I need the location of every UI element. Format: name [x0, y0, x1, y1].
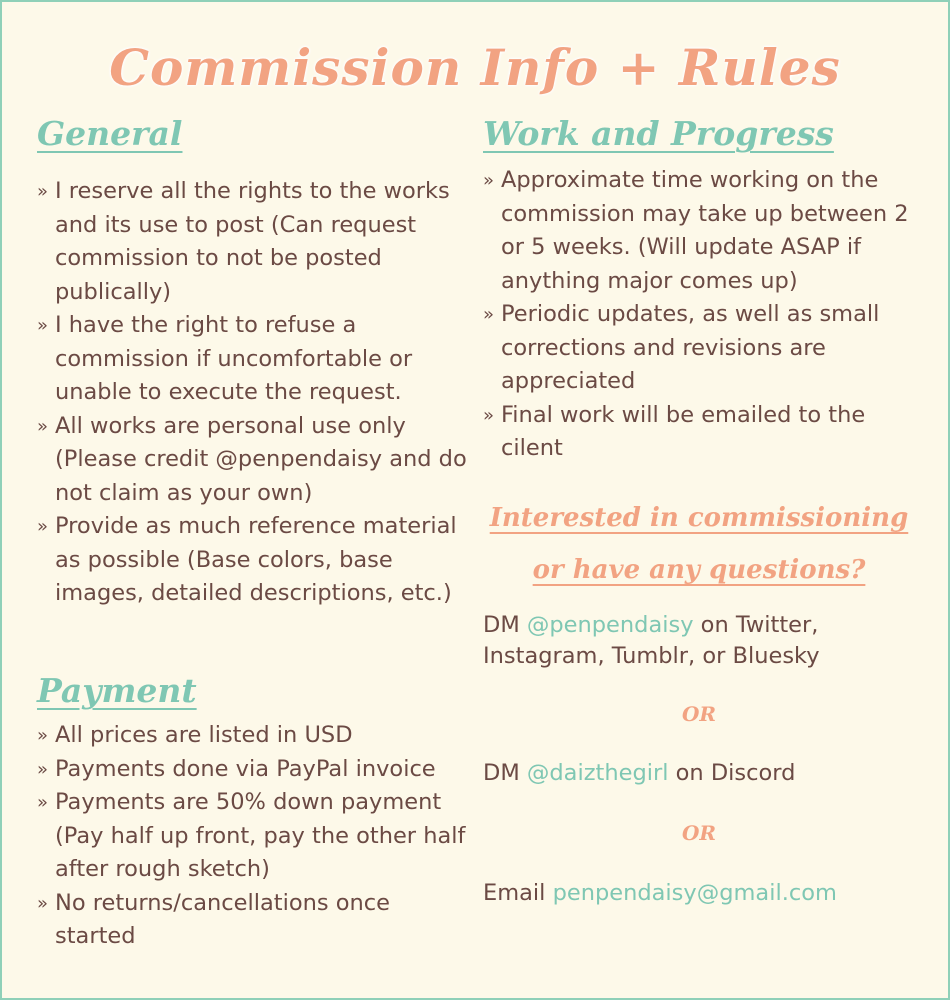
discord-handle-link[interactable]: @daizthegirl — [526, 760, 669, 786]
list-item: » Payments are 50% down payment (Pay half up front, pay the other half after rough sketch) — [37, 786, 467, 887]
bullet-icon: » — [37, 415, 49, 437]
section-heading-payment: Payment — [37, 671, 197, 710]
bullet-icon: » — [37, 181, 49, 202]
bullet-icon: » — [483, 170, 495, 191]
list-item: » Provide as much reference material as possible (Base colors, base images, detailed descriptions, etc.) — [37, 510, 467, 611]
twitter-handle-link[interactable]: @penpendaisy — [526, 612, 694, 638]
bullet-icon: » — [37, 892, 49, 914]
bullet-icon: » — [37, 792, 49, 813]
list-item: » Payments done via PayPal invoice — [37, 753, 467, 787]
bullet-icon: » — [483, 304, 495, 325]
list-item: » No returns/cancellations once started — [37, 887, 467, 954]
list-item: » Periodic updates, as well as small corrections and revisions are appreciated — [483, 298, 923, 399]
or-divider: OR — [681, 821, 717, 845]
bullet-icon: » — [37, 725, 49, 746]
section-heading-work: Work and Progress — [483, 114, 834, 153]
bullet-icon: » — [37, 516, 49, 537]
list-item: » Final work will be emailed to the cilent — [483, 399, 923, 466]
list-item: » I reserve all the rights to the works and its use to post (Can request commission to not be posted publically) — [37, 175, 467, 309]
bullet-icon: » — [37, 315, 49, 336]
bullet-icon: » — [37, 758, 49, 780]
work-list — [483, 164, 923, 466]
interested-heading-line1: Interested in commissioning — [489, 503, 909, 533]
interested-heading-line2: or have any questions? — [532, 555, 866, 585]
list-item: » Approximate time working on the commission may take up between 2 or 5 weeks. (Will update ASAP if anything major comes up) — [483, 164, 923, 298]
general-list — [37, 175, 467, 611]
page-title: Commission Info + Rules — [109, 38, 841, 97]
section-heading-general: General — [37, 114, 183, 153]
bullet-icon: » — [483, 404, 495, 426]
contact-dm-twitter: DM @penpendaisy on Twitter, Instagram, Tumblr, or Bluesky — [483, 612, 820, 669]
contact-email: Email penpendaisy@gmail.com — [483, 880, 837, 906]
list-item: » All prices are listed in USD — [37, 719, 467, 753]
payment-list — [37, 719, 467, 954]
email-link[interactable]: penpendaisy@gmail.com — [552, 880, 837, 906]
list-item: » I have the right to refuse a commission if uncomfortable or unable to execute the request. — [37, 309, 467, 410]
list-item: » All works are personal use only (Please credit @penpendaisy and do not claim as your own) — [37, 410, 467, 511]
or-divider: OR — [681, 702, 717, 726]
contact-dm-discord: DM @daizthegirl on Discord — [483, 760, 796, 786]
